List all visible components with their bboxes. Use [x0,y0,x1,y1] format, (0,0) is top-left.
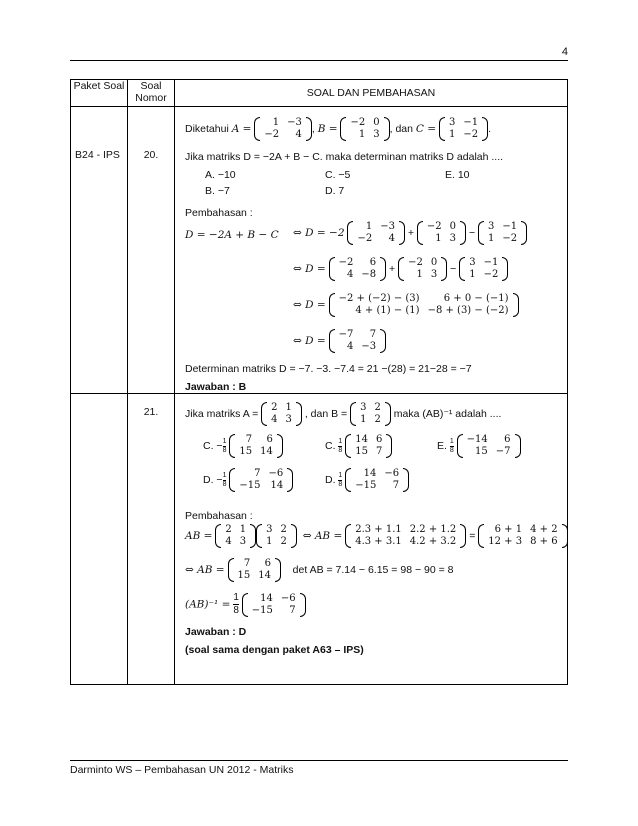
note-21: (soal sama dengan paket A63 – IPS) [185,644,364,656]
matrix-cell: 7 [375,446,383,457]
matrix-cell: 1 [285,402,292,413]
fraction [338,438,342,455]
matrix-cell: 4 [225,536,232,547]
step4-matrix [329,329,387,353]
nomor-cell: 20. [128,107,175,394]
table-header-row [71,80,568,107]
inv-prefix: (AB)⁻¹ = [185,598,231,611]
matrix-cell: 1 [358,129,366,140]
matrix-cell: 0 [430,257,438,268]
frac-den: 8 [449,446,454,454]
footer-text: Darminto WS – Pembahasan UN 2012 - Matriks [70,764,294,776]
header-title: SOAL DAN PEMBAHASAN [175,80,568,107]
matrix-cell: 1 [448,129,456,140]
and-label: dan [395,122,413,135]
matrix-cell: −1 [483,257,499,268]
matrix-cell: −2 [502,233,518,244]
frac-num: 1 [233,592,239,603]
matrix-cell: 8 + 6 [530,536,558,547]
nomor-cell: 21. [128,394,175,685]
matrix-cell: −2 [463,129,479,140]
matrix-cell: 4.3 + 3.1 [355,536,402,547]
matrix-cell: 4 [347,269,354,280]
inverse-line [185,592,306,617]
q20-question: Jika matriks D = −2A + B − C. maka determinan matriks D adalah .... [185,151,504,163]
matrix-cell: 7 [245,434,253,445]
matrix-cell: −2 + (−2) − (3) [338,293,420,304]
matrix-cell: 6 + 1 [494,524,523,535]
matrix-cell: 3 [488,221,495,232]
frac-num: 1 [222,437,227,445]
matrix-cell: 12 + 3 [488,536,523,547]
q21-option-d [203,468,293,492]
header-paket: Paket Soal [71,80,128,107]
opt-label: E. [437,439,447,452]
opt-label: C. [203,439,214,452]
step1-prefix: ⇔ D = −2 [293,226,345,239]
matrix-cell: −3 [361,341,377,352]
matrix-cell: 2 [374,402,381,413]
paket-cell: B24 - IPS [71,107,128,394]
step3-prefix: ⇔ D = [293,298,326,311]
matrix-cell: 7 [243,558,251,569]
pembahasan-label: Pembahasan : [185,510,253,522]
matrix-cell: 1 [266,536,273,547]
matrix-cell: 7 [254,468,261,479]
q21-matrix-b [350,402,391,426]
pembahasan-label: Pembahasan : [185,207,253,219]
matrix-cell: 4 [295,129,302,140]
matrix-cell: 14 [260,592,273,604]
option-d: D. 7 [325,185,345,197]
ab-matrix-4 [478,524,567,548]
matrix-cell: −6 [268,468,284,479]
question-20 [175,107,568,394]
frac-num: 1 [222,471,227,479]
matrix-cell: 15 [239,446,253,457]
matrix-cell: 1 [488,233,495,244]
step2-matrix-1 [329,257,387,281]
matrix-cell: 2 [280,536,287,547]
matrix-cell: −2 [357,233,373,244]
matrix-cell: 1 [272,117,280,128]
matrix-cell: 14 [270,480,284,491]
q20-given: Diketahui A = 1 −3 −2 4 , B = −2 0 1 3 , dan C = 3 −1 1 −2 . [185,117,492,140]
ab-matrix-1 [215,524,256,548]
matrix-cell: −7 [495,446,511,457]
matrix-cell: −2 [338,257,354,268]
matrix-cell: 2 [280,524,287,535]
matrix-cell: 6 + 0 − (−1) [443,293,509,304]
matrix-cell: 14 [258,570,271,581]
step-2: ⇔ D = −2 6 4 −8 + −2 0 1 3 − 3 −1 1 −2 [293,257,508,281]
q21-option-e [437,434,521,458]
matrix-cell: 15 [355,446,368,457]
paket-cell-empty [71,394,128,685]
frac-den: 8 [338,446,343,454]
matrix-cell: 14 [260,446,273,457]
matrix-cell: 7 [369,329,377,340]
matrix-cell: 4 [347,341,354,352]
b-label: B = [317,122,338,135]
q21-suffix: maka (AB)⁻¹ adalah .... [393,407,502,420]
matrix-cell: 3 [266,524,273,535]
matrix-cell: 3 [430,269,438,280]
matrix-cell: 4.2 + 3.2 [409,536,457,547]
matrix-cell: 1 [416,269,423,280]
ab-matrix-2 [256,524,297,548]
q21-prefix: Jika matriks A = [185,407,259,420]
step2-matrix-2 [398,257,447,281]
matrix-cell: 1 [365,221,373,232]
step3-matrix [329,293,519,317]
opt-matrix [457,434,521,458]
matrix-b [340,117,389,141]
matrix-cell: 6 [264,558,271,569]
inv-matrix [242,593,306,617]
determinant-line: Determinan matriks D = −7. −3. −7.4 = 21 −(28) = 21−28 = −7 [185,363,472,375]
matrix-cell: 4 [388,233,395,244]
option-e: E. 10 [445,169,470,181]
frac-den: 8 [338,480,343,488]
minus-sign: − [216,473,223,486]
equals-sign: = [469,529,476,542]
matrix-cell: −2 [264,129,280,140]
a-label: A = [231,122,252,135]
step2-prefix: ⇔ D = [293,262,326,275]
matrix-cell: −2 [483,269,499,280]
ab-arrow: ⇔ AB = [302,529,343,542]
matrix-cell: 3 [239,536,247,547]
table-row [71,107,568,394]
q21-matrix-a [261,402,302,426]
table-row [71,394,568,685]
opt-label: D. [203,473,214,486]
matrix-cell: −1 [502,221,518,232]
ab2-matrix [228,558,281,582]
opt-matrix [229,434,282,458]
matrix-cell: 3 [469,257,476,268]
matrix-cell: −8 [361,269,377,280]
step-3 [293,293,519,317]
fraction [223,472,227,489]
c-label: C = [415,122,437,135]
equation-left: D = −2A + B − C [185,229,279,241]
matrix-cell: 2 [374,414,381,425]
q21-option-c [203,434,283,458]
opt-matrix [345,434,392,458]
step-4 [293,329,386,353]
frac-num: 1 [338,471,343,479]
opt-label: C. [325,439,336,452]
matrix-cell: −3 [287,117,302,128]
opt-matrix [345,468,409,492]
frac-den: 8 [233,605,239,616]
matrix-cell: 3 [360,402,367,413]
matrix-cell: −6 [384,468,400,479]
matrix-cell: −1 [463,117,479,128]
answer-21: Jawaban : D [185,626,247,638]
given-label: Diketahui [185,122,229,135]
ab-lhs: AB = [185,529,213,542]
q21-question [185,402,501,426]
matrix-cell: −15 [251,604,273,616]
matrix-cell: 15 [237,570,251,581]
ab-result-line [185,558,453,582]
answer-20: Jawaban : B [185,381,247,393]
matrix-cell: −15 [355,480,377,491]
step1-matrix-2 [417,221,466,245]
matrix-cell: 15 [475,446,488,457]
question-21 [175,394,568,685]
fraction [450,438,454,455]
matrix-cell: 3 [373,129,380,140]
matrix-cell: 2.2 + 1.2 [409,524,457,535]
matrix-cell: −7 [338,329,354,340]
matrix-cell: 2.3 + 1.1 [355,524,402,535]
matrix-cell: 3 [449,233,457,244]
step-1: ⇔ D = −2 1 −3 −2 4 + −2 0 1 3 − 3 −1 1 −2 [293,221,527,245]
matrix-cell: 14 [363,468,377,479]
page-number: 4 [561,46,568,58]
q21-option-c2 [325,434,392,458]
footer-rule [70,760,568,761]
option-c: C. −5 [325,169,351,181]
fraction [223,438,227,455]
matrix-c [439,117,488,141]
matrix-cell: −15 [239,480,261,491]
option-a: A. −10 [205,169,236,181]
fraction [338,472,342,489]
step2-matrix-3 [459,257,508,281]
matrix-cell: −3 [380,221,395,232]
header-nomor: Soal Nomor [128,80,175,107]
matrix-cell: 6 [375,434,383,445]
frac-den: 8 [222,446,227,454]
opt-label: D. [325,473,336,486]
opt-matrix [229,468,293,492]
matrix-cell: 3 [285,414,292,425]
matrix-cell: 1 [469,269,476,280]
matrix-cell: 6 [369,257,377,268]
step4-prefix: ⇔ D = [293,334,326,347]
q21-option-d2 [325,468,409,492]
matrix-cell: 2 [271,402,278,413]
matrix-cell: 4 [271,414,278,425]
matrix-cell: −2 [350,117,366,128]
matrix-cell: 6 [504,434,511,445]
step1-matrix-3 [478,221,527,245]
matrix-cell: −14 [466,434,488,445]
step1-matrix-1 [347,221,405,245]
ab-product-line [185,524,568,548]
matrix-cell: −2 [426,221,442,232]
minus-sign: − [216,439,223,452]
matrix-a [254,117,312,141]
matrix-cell: 2 [225,524,232,535]
matrix-cell: 0 [449,221,457,232]
option-b: B. −7 [205,185,230,197]
ab2-prefix: ⇔ AB = [185,563,225,576]
matrix-cell: −6 [280,592,296,604]
solution-table [70,79,568,685]
matrix-cell: 6 [266,434,273,445]
matrix-cell: −2 [408,257,423,268]
matrix-cell: 7 [392,480,400,491]
det-ab: det AB = 7.14 − 6.15 = 98 − 90 = 8 [292,563,454,576]
q21-and-b: , dan B = [304,407,348,420]
matrix-cell: 1 [435,233,442,244]
frac-num: 1 [338,437,343,445]
matrix-cell: 7 [289,604,296,616]
matrix-cell: 14 [355,434,368,445]
header-rule [70,60,568,61]
matrix-cell: 1 [239,524,247,535]
matrix-cell: 1 [360,414,367,425]
frac-num: 1 [449,437,454,445]
matrix-cell: 0 [373,117,380,128]
fraction [233,592,239,617]
matrix-cell: −8 + (3) − (−2) [427,305,509,316]
matrix-cell: 4 + (1) − (1) [355,305,420,316]
matrix-cell: 4 + 2 [530,524,558,535]
matrix-cell: 3 [448,117,456,128]
frac-den: 8 [222,480,227,488]
ab-matrix-3 [345,524,466,548]
